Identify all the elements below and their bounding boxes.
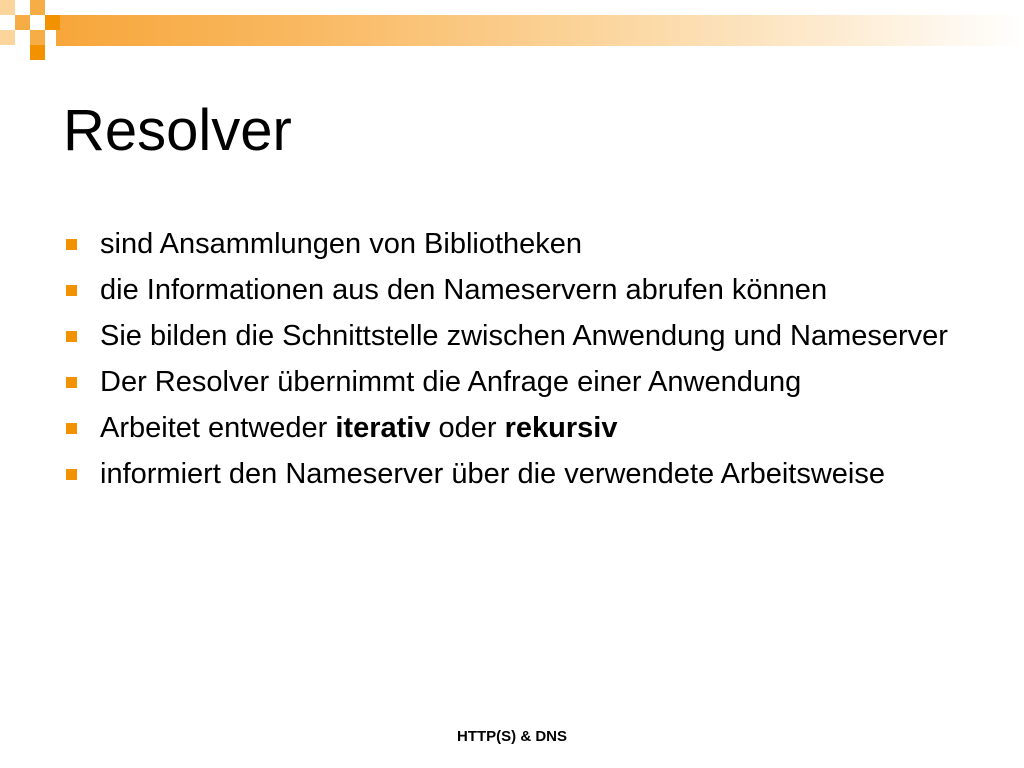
bullet-text: informiert den Nameserver über die verwendete Arbeitsweise xyxy=(100,458,885,490)
decor-square xyxy=(30,30,45,45)
bullet-item xyxy=(62,410,982,447)
decor-square xyxy=(45,15,60,30)
bullet-item xyxy=(62,318,982,355)
orange-square-icon xyxy=(66,331,77,342)
bullet-text: Der Resolver übernimmt die Anfrage einer Anwendung xyxy=(100,366,802,398)
orange-square-icon xyxy=(66,285,77,296)
bullet-text: die Informationen aus den Nameservern abrufen können xyxy=(100,274,828,306)
slide-footer: HTTP(S) & DNS xyxy=(457,728,567,745)
slide-title: Resolver xyxy=(63,98,292,163)
bullet-item xyxy=(62,456,982,493)
bullet-item xyxy=(62,272,982,309)
decor-square xyxy=(30,0,45,15)
bullet-text: oder xyxy=(430,412,505,444)
header-gradient-band xyxy=(56,15,1024,46)
orange-square-icon xyxy=(66,239,77,250)
orange-square-icon xyxy=(66,377,77,388)
decor-square xyxy=(30,45,45,60)
bullet-item xyxy=(62,364,982,401)
orange-square-icon xyxy=(66,423,77,434)
bullet-emphasis-rekursiv: rekursiv xyxy=(504,412,618,444)
bullet-text: Arbeitet entweder xyxy=(100,412,336,444)
bullet-item xyxy=(62,226,982,263)
orange-square-icon xyxy=(66,469,77,480)
decor-square xyxy=(15,15,30,30)
decor-square xyxy=(0,0,15,15)
bullet-emphasis-iterativ: iterativ xyxy=(335,412,431,444)
bullet-text: sind Ansammlungen von Bibliotheken xyxy=(100,228,583,260)
bullet-list xyxy=(62,226,982,502)
decor-square xyxy=(0,30,15,45)
bullet-text: Sie bilden die Schnittstelle zwischen Anwendung und Nameserver xyxy=(100,320,948,352)
